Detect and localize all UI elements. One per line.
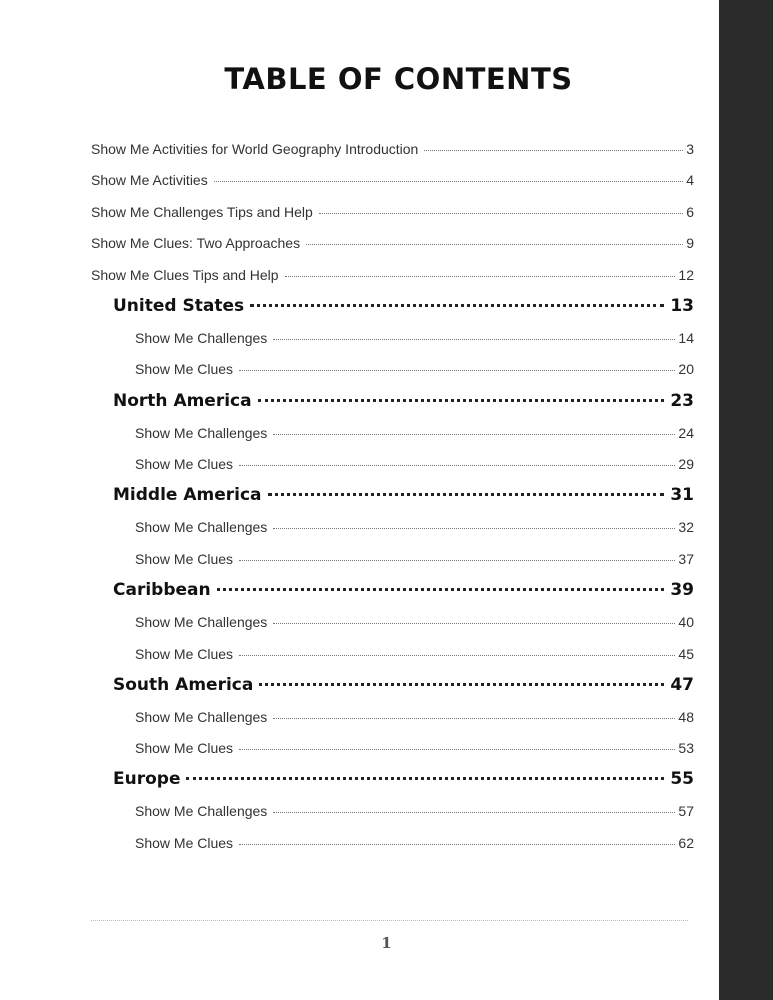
dot-leader — [239, 559, 675, 561]
toc-subentry-page: 24 — [678, 425, 694, 441]
dot-leader — [273, 811, 675, 813]
toc-section-heading[interactable] — [113, 769, 694, 789]
toc-subentry-page: 57 — [678, 803, 694, 819]
toc-subentry[interactable] — [135, 803, 694, 819]
toc-entry-label: Show Me Activities — [91, 172, 208, 188]
toc-entry-page: 9 — [686, 235, 694, 251]
toc-subentry-label: Show Me Challenges — [135, 803, 268, 819]
toc-subentry-page: 32 — [678, 519, 694, 535]
dot-leader — [186, 776, 664, 780]
toc-subentry-label: Show Me Clues — [135, 456, 234, 472]
toc-subentry[interactable] — [135, 740, 694, 756]
toc-entry-label: Show Me Challenges Tips and Help — [91, 204, 313, 220]
toc-entry[interactable] — [91, 204, 694, 220]
dot-leader — [273, 717, 675, 719]
footer-divider — [91, 920, 688, 921]
toc-section-page: 13 — [670, 296, 694, 316]
dot-leader — [258, 398, 665, 402]
dot-leader — [239, 654, 675, 656]
dot-leader — [259, 682, 664, 686]
toc-section-label: United States — [113, 296, 245, 316]
toc-subentry-page: 29 — [678, 456, 694, 472]
toc-subentry-label: Show Me Clues — [135, 646, 234, 662]
toc-section-label: Caribbean — [113, 580, 211, 600]
toc-entry-page: 6 — [686, 204, 694, 220]
dot-leader — [268, 492, 665, 496]
toc-subentry[interactable] — [135, 646, 694, 662]
toc-subentry-label: Show Me Clues — [135, 551, 234, 567]
toc-section-heading[interactable] — [113, 675, 694, 695]
toc-entry-label: Show Me Activities for World Geography Introduction — [91, 141, 419, 157]
dot-leader — [239, 369, 675, 371]
toc-subentry-page: 37 — [678, 551, 694, 567]
toc-subentry-page: 62 — [678, 835, 694, 851]
toc-entry-page: 3 — [686, 141, 694, 157]
page-title: TABLE OF CONTENTS — [224, 62, 573, 96]
dot-leader — [250, 303, 664, 307]
toc-entry[interactable] — [91, 267, 694, 283]
toc-subentry-page: 40 — [678, 614, 694, 630]
dot-leader — [424, 149, 683, 151]
toc-subentry-label: Show Me Challenges — [135, 519, 268, 535]
toc-subentry-page: 53 — [678, 740, 694, 756]
page-number: 1 — [381, 934, 392, 952]
toc-subentry-label: Show Me Clues — [135, 835, 234, 851]
toc-subentry[interactable] — [135, 614, 694, 630]
toc-section-label: North America — [113, 391, 252, 411]
toc-subentry[interactable] — [135, 835, 694, 851]
toc-subentry[interactable] — [135, 519, 694, 535]
toc-section-heading[interactable] — [113, 296, 694, 316]
toc-section-page: 23 — [670, 391, 694, 411]
dot-leader — [239, 464, 675, 466]
dot-leader — [214, 180, 683, 182]
toc-subentry-page: 48 — [678, 709, 694, 725]
toc-subentry-page: 14 — [678, 330, 694, 346]
toc-subentry-label: Show Me Challenges — [135, 614, 268, 630]
dot-leader — [319, 212, 683, 214]
toc-entry[interactable] — [91, 172, 694, 188]
toc-subentry-label: Show Me Challenges — [135, 709, 268, 725]
toc-subentry-label: Show Me Clues — [135, 740, 234, 756]
toc-subentry[interactable] — [135, 456, 694, 472]
toc-section-heading[interactable] — [113, 485, 694, 505]
dot-leader — [273, 433, 675, 435]
toc-section-label: Europe — [113, 769, 181, 789]
toc-section-heading[interactable] — [113, 391, 694, 411]
dot-leader — [285, 275, 676, 277]
dot-leader — [217, 587, 665, 591]
toc-subentry-label: Show Me Challenges — [135, 425, 268, 441]
dot-leader — [306, 243, 683, 245]
toc-section-page: 47 — [670, 675, 694, 695]
toc-subentry[interactable] — [135, 330, 694, 346]
toc-section-page: 39 — [670, 580, 694, 600]
toc-entry-label: Show Me Clues: Two Approaches — [91, 235, 301, 251]
toc-subentry[interactable] — [135, 361, 694, 377]
toc-subentry-label: Show Me Clues — [135, 361, 234, 377]
dot-leader — [273, 622, 675, 624]
toc-entry-page: 12 — [678, 267, 694, 283]
toc-subentry-page: 45 — [678, 646, 694, 662]
toc-section-label: Middle America — [113, 485, 262, 505]
toc-section-label: South America — [113, 675, 254, 695]
toc-subentry[interactable] — [135, 425, 694, 441]
toc-entry[interactable] — [91, 235, 694, 251]
dot-leader — [273, 527, 675, 529]
toc-entry-page: 4 — [686, 172, 694, 188]
toc-subentry[interactable] — [135, 709, 694, 725]
toc-section-heading[interactable] — [113, 580, 694, 600]
dot-leader — [239, 748, 675, 750]
toc-section-page: 55 — [670, 769, 694, 789]
toc-entry[interactable] — [91, 141, 694, 157]
toc-entry-label: Show Me Clues Tips and Help — [91, 267, 279, 283]
toc-subentry-label: Show Me Challenges — [135, 330, 268, 346]
toc-subentry-page: 20 — [678, 361, 694, 377]
toc-subentry[interactable] — [135, 551, 694, 567]
toc-section-page: 31 — [670, 485, 694, 505]
dot-leader — [273, 338, 675, 340]
dot-leader — [239, 843, 675, 845]
